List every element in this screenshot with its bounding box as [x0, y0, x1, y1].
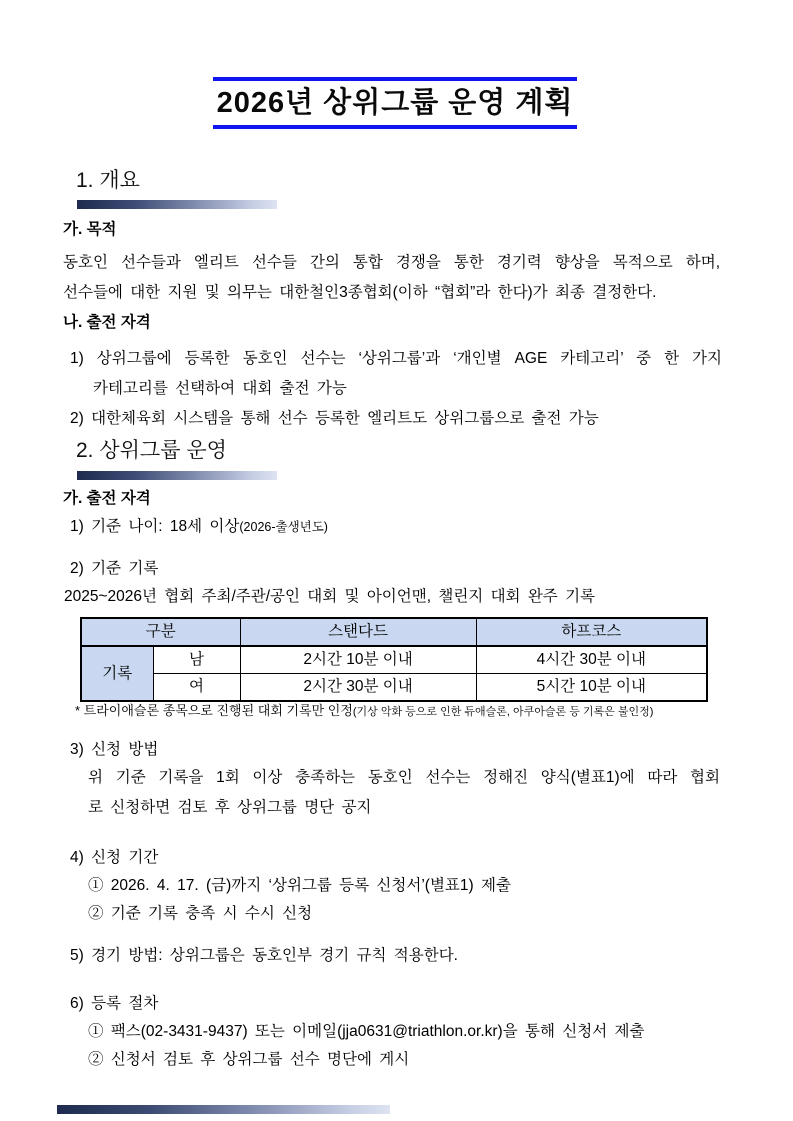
qualification-subheading: 가. 출전 자격	[63, 490, 151, 507]
table-footnote	[75, 702, 653, 721]
title-bottom-rule	[213, 125, 577, 129]
competition-rule-line: 5) 경기 방법: 상위그룹은 동호인부 경기 규칙 적용한다.	[70, 947, 458, 964]
section2-heading: 2. 상위그룹 운영	[76, 439, 227, 462]
eligibility-item2: 2) 대한체육회 시스템을 통해 선수 등록한 엘리트도 상위그룹으로 출전 가능	[70, 410, 599, 427]
table-header-halfcourse: 하프코스	[476, 618, 707, 646]
table-female-half-cell: 5시간 10분 이내	[476, 674, 707, 702]
eligibility-item1-line1: 1) 상위그룹에 등록한 동호인 선수는 ‘상위그룹’과 ‘개인별 AGE 카테고리’ 중 한 가지	[70, 350, 722, 367]
goal-subheading: 가. 목적	[63, 221, 117, 238]
registration-item1: ① 팩스(02-3431-9437) 또는 이메일(jja0631@triathlon.or.kr)을 통해 신청서 제출	[88, 1023, 645, 1040]
section1-heading: 1. 개요	[76, 169, 140, 192]
document-title: 2026년 상위그룹 운영 계획	[216, 87, 574, 119]
table-footnote-main: * 트라이애슬론 종목으로 진행된 대회 기록만 인정	[75, 703, 353, 718]
apply-method-line1: 위 기준 기록을 1회 이상 충족하는 동호인 선수는 정해진 양식(별표1)에 따라 협회	[88, 769, 720, 786]
goal-paragraph-line2: 선수들에 대한 지원 및 의무는 대한철인3종협회(이하 “협회”라 한다)가 최종 결정한다.	[63, 284, 657, 301]
table-row-female	[81, 674, 707, 702]
apply-period-heading: 4) 신청 기간	[70, 849, 159, 866]
table-female-standard-cell: 2시간 30분 이내	[240, 674, 476, 702]
registration-item2: ② 신청서 검토 후 상위그룹 선수 명단에 게시	[88, 1051, 410, 1068]
record-criteria-table	[80, 617, 708, 702]
section2-gradient-bar	[77, 471, 277, 480]
apply-period-item1: ① 2026. 4. 17. (금)까지 ‘상위그룹 등록 신청서’(별표1) 제출	[88, 877, 511, 894]
registration-heading: 6) 등록 절차	[70, 995, 159, 1012]
eligibility-item1-line2: 카테고리를 선택하여 대회 출전 가능	[93, 380, 347, 397]
section1-gradient-bar	[77, 200, 277, 209]
table-record-label-cell: 기록	[81, 646, 153, 701]
age-requirement-line	[70, 512, 328, 542]
table-row-male	[81, 646, 707, 674]
apply-method-line2: 로 신청하면 검토 후 상위그룹 명단 공지	[88, 799, 372, 816]
table-footnote-detail: (기상 악화 등으로 인한 듀애슬론, 아쿠아슬론 등 기록은 불인정)	[352, 706, 654, 718]
table-female-label-cell: 여	[153, 674, 240, 702]
apply-period-item2: ② 기준 기록 충족 시 수시 신청	[88, 905, 313, 922]
eligibility-subheading: 나. 출전 자격	[63, 314, 151, 331]
record-subheading: 2) 기준 기록	[70, 560, 159, 577]
table-male-label-cell: 남	[153, 646, 240, 674]
table-header-row	[81, 618, 707, 646]
apply-method-heading: 3) 신청 방법	[70, 741, 159, 758]
table-male-standard-cell: 2시간 10분 이내	[240, 646, 476, 674]
table-header-group: 구분	[81, 618, 240, 646]
table-male-half-cell: 4시간 30분 이내	[476, 646, 707, 674]
age-requirement-note: (2026-출생년도)	[239, 520, 328, 534]
age-requirement-label: 1) 기준 나이: 18세 이상	[70, 518, 240, 535]
table-header-standard: 스탠다드	[240, 618, 476, 646]
bottom-gradient-bar	[57, 1105, 390, 1114]
goal-paragraph-line1: 동호인 선수들과 엘리트 선수들 간의 통합 경쟁을 통한 경기력 향상을 목적으로 하며,	[63, 254, 720, 271]
record-description: 2025~2026년 협회 주최/주관/공인 대회 및 아이언맨, 챌린지 대회 완주 기록	[64, 588, 596, 605]
